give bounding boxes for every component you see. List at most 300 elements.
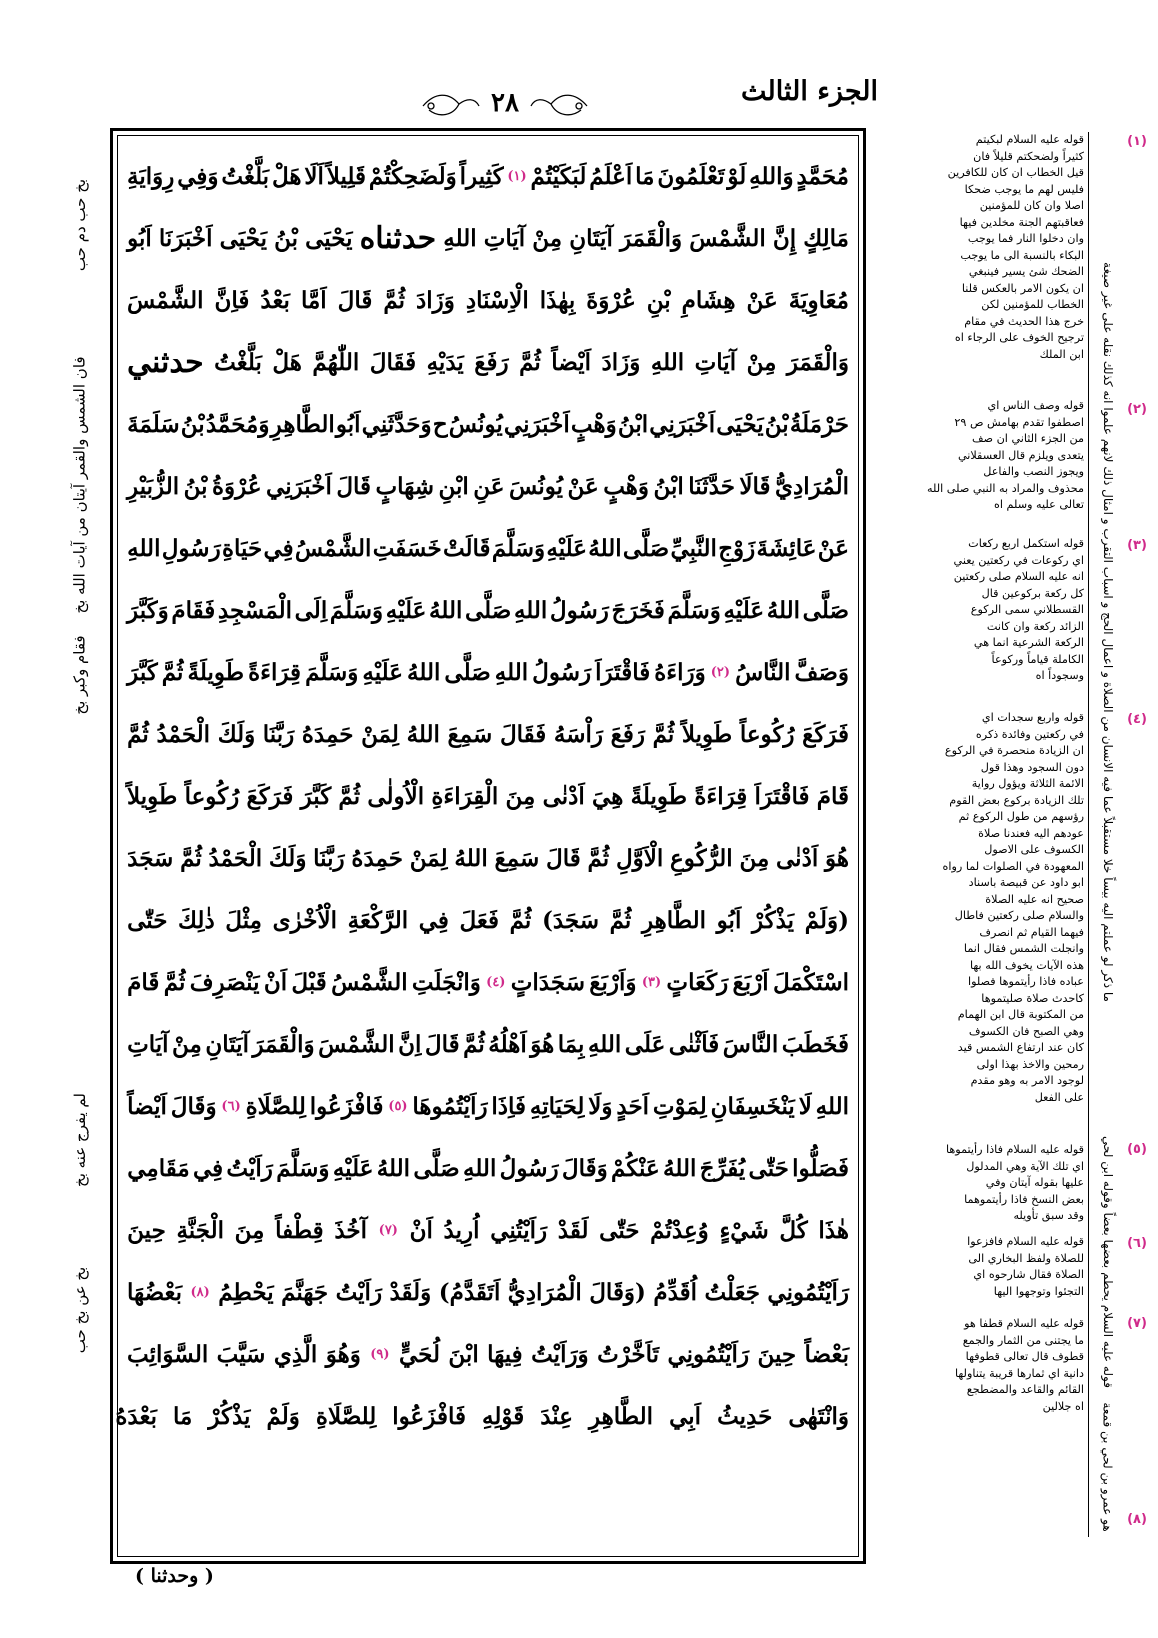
text-line (127, 331, 849, 393)
hadith-heading-word: حدثناه (359, 220, 437, 256)
note-line: وقد سبق تأويله (1013, 1209, 1084, 1222)
word: فَصَلُّوا (792, 1154, 849, 1182)
word: سَلَمَةَ (127, 410, 180, 438)
word: عَائِشَةَ (756, 534, 817, 562)
page-number: ٢٨ (491, 88, 519, 118)
word: وَمُحَمَّدُ (205, 410, 270, 438)
word: رَبَّنَا (313, 844, 345, 872)
word: عَلَيْهِ (362, 658, 404, 686)
word: وَرَاءَهُ (654, 658, 706, 686)
text-line (127, 641, 849, 703)
note-line: فعاقبتهم الجنة مخلدين فيها (959, 215, 1084, 229)
note-line: المعهودة في الصلوات لما رواه (942, 859, 1084, 873)
word: ثُمَّ (463, 1030, 485, 1058)
word: آخُذَ (334, 1216, 367, 1244)
word: إِنَّ (772, 224, 797, 252)
word: اَعْلَمُ (589, 162, 633, 190)
word: فَقَالَ (369, 348, 417, 376)
note-line: قوله وصف الناس اي (987, 399, 1084, 412)
note-reference: (٧) (378, 1222, 398, 1238)
word: قَوْلِهِ (481, 1402, 525, 1430)
note-1 (876, 132, 1084, 363)
word: قَالَ (546, 844, 581, 872)
word: قَامَ (127, 968, 160, 996)
note-line: قوله واربع سجدات اي (981, 711, 1084, 724)
word: اللهِ (650, 348, 685, 376)
note-line: ما يجتنى من الثمار والجمع (962, 1333, 1084, 1347)
word: الشَّمْسَ (689, 224, 766, 252)
word: اَخْبَرَنَا (158, 224, 213, 252)
word: السَّوَائِبَ (127, 1340, 209, 1368)
word: طَوِيلاً (681, 720, 733, 748)
word: اللهِ (127, 534, 161, 562)
word: بْنِ (646, 286, 671, 314)
word: وَسَلَّمَ (276, 1154, 330, 1182)
word: وَصَفَّ (794, 658, 849, 686)
word: هِشَامِ (681, 286, 736, 314)
word: جَهَنَّمَ (281, 1278, 329, 1306)
far-margin-gloss-2: قوله عليه السلام يحطم بعضها بعضاً وقوله ابن لحي (1101, 1136, 1116, 1388)
word: خَسَفَتِ (372, 534, 442, 562)
text-line (127, 579, 849, 641)
word: اَحَدٍ (616, 1092, 650, 1120)
word: مَالِكٍ (803, 224, 849, 252)
note-line: التجئوا وتوجهوا اليها (993, 1284, 1084, 1298)
word: الْمُرَادِيُّ (774, 472, 849, 500)
text-line (127, 889, 849, 951)
word: اَدْنٰى (542, 782, 585, 810)
word: بَلَّغْتُ (214, 348, 262, 376)
word: قِرَاءَةً (248, 658, 302, 686)
word: سَجَدَ) (541, 906, 600, 934)
word: مِنْ (746, 348, 777, 376)
word: اَنْ (409, 1216, 433, 1244)
word: لِمَوْتِ (652, 1092, 707, 1120)
note-line: قوله عليه السلام لبكيتم (975, 133, 1084, 146)
note-line: دون السجود وهذا قول (980, 760, 1084, 774)
text-line (127, 1075, 849, 1137)
word: فَعَلَ (459, 906, 499, 934)
word: ثُمَّ (180, 844, 202, 872)
word: قَلِيلاً (326, 162, 367, 190)
hadith-text (115, 145, 849, 1447)
word: فِي (192, 1154, 224, 1182)
word: حَمِدَهُ (301, 720, 354, 748)
word: ابْنَ (448, 1340, 479, 1368)
note-reference: (٩) (370, 1346, 390, 1362)
left-gloss-4: لم يفرج عنه بخ (71, 1093, 89, 1187)
word: بِهٰذَا (539, 286, 576, 314)
word: طَوِيلَةً (187, 658, 245, 686)
word: مِنَ (505, 782, 536, 810)
word: هَلْ (272, 348, 302, 376)
word: آيَاتِ (694, 348, 737, 376)
word: الْاُولٰى (367, 782, 425, 810)
word: ثُمَّ (127, 720, 149, 748)
word: ثُمَّ (652, 720, 675, 748)
word: اَلَا (304, 162, 324, 190)
word: عَلَى (624, 1030, 666, 1058)
note-line: اي ركوعات في ركعتين يعني (953, 553, 1084, 567)
word: اللّٰهُمَّ (312, 348, 360, 376)
note-line: محذوف والمراد به النبي صلى الله (927, 481, 1084, 495)
left-gloss-2: فان الشمس والقمر آيتان من آيات الله بخ (71, 356, 90, 614)
word: شَيْءٍ (719, 1216, 769, 1244)
word: طَوِيلَةً (630, 782, 688, 810)
word: حَيَاةِ (221, 534, 263, 562)
note-line: من المكتوبة قال ابن الهمام (957, 1008, 1084, 1021)
word: اَهْلُهُ (488, 1030, 527, 1058)
word: عُرْوَةَ (586, 286, 636, 314)
word: وَانْجَلَتِ (411, 968, 481, 996)
notes-separator (1088, 132, 1089, 1537)
word: الْمَسْجِدِ (217, 596, 293, 624)
word: اللهِ (443, 224, 477, 252)
word: صَلَّى (413, 1154, 460, 1182)
word: ثُمَّ (519, 348, 541, 376)
word: ثُمَّ (609, 906, 632, 934)
word: فَافْزَعُوا (309, 1092, 384, 1120)
word: قَبْلَ (291, 968, 327, 996)
word: وَاللهِ (749, 162, 794, 190)
note-line: فليس لهم ما يوجب ضحكا (964, 182, 1084, 196)
text-line (127, 1323, 849, 1385)
word: رَاَيْتُمُونِي (667, 1340, 750, 1368)
word: الْاِسْنَادِ (465, 286, 529, 314)
word: اللهِ (494, 658, 529, 686)
word: حَدِيثُ (717, 1402, 773, 1430)
note-line: هذه الآيات يخوف الله بها (969, 958, 1084, 972)
note-number-1: (١) (1127, 134, 1147, 149)
word: آيَتَانِ (205, 1030, 249, 1058)
note-line: رؤسهم من طول الركوع ثم (958, 810, 1084, 823)
word: عَلَيْهِ (723, 596, 765, 624)
text-line (127, 517, 849, 579)
word: وَسَلَّمَ (329, 596, 384, 624)
note-line: اصطفوا تقدم بهامش ص ٢٩ (954, 415, 1084, 429)
word: وَهْبٍ (603, 472, 650, 500)
word: يَدَيْهِ (426, 348, 464, 376)
note-reference: (٤) (486, 974, 506, 990)
word: رَاْسَهُ (553, 720, 604, 748)
word: بَعْضُهَا (127, 1278, 183, 1306)
word: رُكُوعاً (739, 720, 795, 748)
word: مِنْ (532, 224, 563, 252)
word: حِينَ (757, 1340, 797, 1368)
note-line: كان عند ارتفاع الشمس قيد (957, 1041, 1084, 1054)
word: الطَّاهِرِ (588, 1402, 654, 1430)
word: صَلَّى (622, 534, 670, 562)
word: رَفَعَ (474, 348, 509, 376)
note-line: تلك الزيادة بركوع بعض القوم (949, 793, 1084, 807)
word: الْقِرَاءَةِ (431, 782, 499, 810)
word: وَالْقَمَرَ (619, 224, 683, 252)
word: جَعَلْتُ (704, 1278, 760, 1306)
word: اَبِي (669, 1402, 702, 1430)
note-line: ابو داود عن قبيصة باسناد (968, 876, 1084, 889)
word: اللهُ (407, 658, 441, 686)
note-line: عباده فاذا رأيتموها فصلوا (967, 975, 1084, 988)
word: اَخْبَرَنِي (266, 472, 332, 500)
note-line: عليها بقوله آيتان وفي (985, 1176, 1084, 1189)
note-line: كل ركعة بركوعين قال (981, 586, 1084, 600)
word: فَخَطَبَ (781, 1030, 849, 1058)
word: سَجَدَ (127, 844, 174, 872)
word: قِرَاءَةً (694, 782, 748, 810)
note-line: قوله عليه السلام قطفا هو (964, 1317, 1084, 1330)
word: مَا (635, 162, 655, 190)
word: لَبَكَيْتُمْ (530, 162, 587, 190)
far-margin-gloss-3: هو عمرو بن لحي بن قمعة (1101, 1402, 1115, 1532)
note-number-7: (٧) (1127, 1316, 1147, 1331)
note-line: الكسوف على الاصول (984, 843, 1084, 856)
word: هُوَ (530, 1030, 555, 1058)
note-line: اي تلك الآية وهي المدلول (966, 1159, 1084, 1173)
word: بَلَّغْتُ (221, 162, 270, 190)
word: الزُّبَيْرِ (127, 472, 180, 500)
text-line (127, 1261, 849, 1323)
note-line: ان الزيادة منحصرة في الركوع (944, 744, 1084, 757)
word: فَرَكَعَ (802, 720, 849, 748)
note-6 (876, 1234, 1084, 1300)
word: عَنِ (473, 472, 505, 500)
word: مُحَمَّدٍ (796, 162, 849, 190)
word: اللهُ (663, 1154, 697, 1182)
word: رَسُولُ (549, 596, 609, 624)
word: ابْنُ (617, 410, 649, 438)
word: سَمِعَ (494, 844, 540, 872)
word: مِثْلَ (225, 906, 262, 934)
note-number-6: (٦) (1127, 1236, 1147, 1251)
word: وَسَلَّمَ (305, 658, 359, 686)
note-reference: (٥) (388, 1098, 408, 1114)
word: عَلَيْهِ (546, 534, 587, 562)
word: لِلصَّلَاةِ (315, 1402, 377, 1430)
word: اَبُو (335, 410, 361, 438)
word: وَالْقَمَرَ (252, 1030, 315, 1058)
text-line (115, 1385, 849, 1447)
word: يَنْصَرِفَ (189, 968, 260, 996)
word: يَحْطِمُ (218, 1278, 274, 1306)
word: يُونُسُ (448, 410, 503, 438)
far-margin-gloss-1: ما ذكر لو عملتم اليه بيساً خلا مستقبلاً عما فيه الانسان من الصلاة و اعمال الحج و اسباب التقرب و امثال ذلك لانهم علموا انه كذلك نقله على غير صيغة (1101, 262, 1116, 1002)
word: بْنُ (183, 472, 208, 500)
word: مَا (173, 1402, 193, 1430)
note-number-5: (٥) (1127, 1142, 1147, 1157)
word: حِينَ (127, 1216, 166, 1244)
word: اللهُ (766, 596, 801, 624)
left-gloss-1: بخ حب دم حب (71, 178, 90, 272)
note-number-4: (٤) (1127, 712, 1147, 727)
text-line (127, 455, 849, 517)
note-reference: (٢) (710, 664, 731, 680)
word: اَيْضاً (551, 348, 592, 376)
note-line: القائم والقاعد والمضطجع (966, 1383, 1084, 1396)
note-line: الزائد ركعة وان كانت (986, 619, 1084, 633)
word: الْجَنَّةِ (176, 1216, 224, 1244)
word: قَالَ (424, 1030, 460, 1058)
word: يَذْكُرْ (208, 1402, 251, 1430)
word: يَحْيَى (305, 224, 353, 252)
word: وَانْتَهٰى (788, 1402, 849, 1430)
word: فَاِنَّ (214, 286, 250, 314)
word: وَسَلَّمَ (491, 534, 546, 562)
word: آيَتَانِ (569, 224, 613, 252)
word: مِنْ (172, 1030, 202, 1058)
note-number-2: (٢) (1127, 402, 1147, 417)
word: صَلَّى (802, 596, 849, 624)
note-line: قطوف قال تعالى قطوفها (965, 1350, 1084, 1363)
word: فَاقْتَرَاَ (754, 782, 810, 810)
note-line: وهي الصبح فان الكسوف (968, 1024, 1084, 1038)
word: اِنَّ (398, 1030, 422, 1058)
word: كَبَّرَ (300, 782, 332, 810)
word: مُعَاوِيَةَ (788, 286, 849, 314)
text-line (127, 1137, 849, 1199)
word: قَالَ (336, 472, 372, 500)
word: فَاَثْنٰى (668, 1030, 720, 1058)
word: وُعِدْتُمْ (650, 1216, 709, 1244)
word: فَقَالَ (499, 720, 547, 748)
word: بْنُ (274, 224, 299, 252)
word: فِيهَا (487, 1340, 523, 1368)
text-line (127, 703, 849, 765)
left-gloss-5: بخ عن بخ حب (71, 1266, 90, 1354)
word: فَافْزَعُوا (392, 1402, 466, 1430)
note-line: الخطاب للمؤمنين لكن (981, 298, 1084, 311)
word: كَبَّرَ (127, 658, 158, 686)
word: يُونُسَ (509, 472, 564, 500)
word: فَرَكَعَ (246, 782, 294, 810)
note-line: قوله عليه السلام فاذا رأيتموها (945, 1143, 1084, 1156)
word: آيَاتِ (127, 1030, 169, 1058)
word: وَالْقَمَرَ (786, 348, 849, 376)
word: عَلَيْهِ (385, 596, 427, 624)
word: عُرْوَةُ (211, 472, 262, 500)
word: عِنْدَ (540, 1402, 573, 1430)
text-line (127, 269, 849, 331)
note-line: قوله عليه السلام فافزعوا (967, 1235, 1084, 1248)
word: ابْنِ (438, 472, 469, 500)
word: اسْتَكْمَلَ (772, 968, 849, 996)
note-line: القسطلاني سمى الركوع (970, 603, 1084, 616)
word: كَثِيراً (459, 162, 504, 190)
text-line (127, 765, 849, 827)
word: عَنْ (567, 472, 599, 500)
word: حَتّٰى (599, 1216, 640, 1244)
left-gloss-3: فقام وكبر بخ (71, 635, 90, 715)
note-line: اصلا وان كان للمؤمنين (979, 199, 1084, 212)
word: طَوِيلاً (127, 782, 178, 810)
note-line: وسجوداً اه (1035, 669, 1084, 682)
note-line: وان دخلوا النار فما يوجب (967, 232, 1084, 245)
word: رَسُولُ (499, 1154, 559, 1182)
word: اَمَّا (300, 286, 327, 314)
note-line: الضحك شئ يسير فينبغي (968, 265, 1084, 278)
word: اللهِ (587, 1030, 622, 1058)
word: اُقَدِّمُ (653, 1278, 698, 1306)
word: اَبُو (716, 906, 742, 934)
word: يُفَرِّجَ (699, 1154, 746, 1182)
word: وَلَمْ (266, 1402, 300, 1430)
word: الطَّاهِرِ (270, 410, 335, 438)
word: اللهُ (406, 720, 440, 748)
word: قَالَ (337, 286, 373, 314)
word: الشَّمْسُ (294, 534, 372, 562)
word: صَلَّى (464, 596, 512, 624)
word: لَقَدْ (557, 1216, 589, 1244)
word: سَيَّبَ (216, 1340, 266, 1368)
note-line: ان يكون الامر بالعكس قلنا (961, 281, 1084, 295)
note-line: كاحدث صلاة صليتموها (981, 991, 1084, 1005)
word: لُحَيٍّ (398, 1340, 440, 1368)
word: رِوَايَةِ (127, 162, 175, 190)
word: رَسُولُ (532, 658, 592, 686)
word: وَرَاَيْتُ (531, 1340, 589, 1368)
word: تَاَخَّرْتُ (597, 1340, 660, 1368)
word: ابْنُ (653, 472, 684, 500)
word: وَلَا (588, 1092, 613, 1120)
word: وَزَادَ (601, 348, 641, 376)
word: رَاَيْتُمُوهَا (412, 1092, 488, 1120)
word: لِحَيَاتِهِ (529, 1092, 585, 1120)
word: وَحَدَّثَنِي (361, 410, 432, 438)
word: تَعْلَمُونَ (657, 162, 725, 190)
word: مِنَ (234, 1216, 265, 1244)
note-number-3: (٣) (1127, 538, 1147, 553)
word: ثُمَّ (383, 286, 406, 314)
word: لَا (798, 1092, 812, 1120)
word: يَنْخَسِفَانِ (710, 1092, 795, 1120)
word: الْحَمْدُ (208, 844, 263, 872)
catchword: ( وحدثنا ) (135, 1565, 214, 1587)
word: قِطْفاً (275, 1216, 324, 1244)
word: ثُمَّ (338, 782, 361, 810)
word: وَفِي (177, 162, 219, 190)
word: اَيْضاً (127, 1092, 167, 1120)
word: اِلَى (294, 596, 328, 624)
word: اُرِيدُ (443, 1216, 480, 1244)
word: اللهُ (429, 596, 463, 624)
word: عَنْ (746, 286, 778, 314)
word: بَعْضاً (804, 1340, 849, 1368)
word: حَدَّثَنَا (688, 472, 735, 500)
word: عَنْ (817, 534, 849, 562)
word: اَدْنٰى (776, 844, 819, 872)
note-line: البكاء بالنسبة الى ما يوجب (960, 248, 1084, 262)
text-line (127, 951, 849, 1013)
note-line: ابن الملك (1039, 347, 1084, 361)
word: اَبُو (127, 224, 152, 252)
word: لِمَنْ (409, 844, 448, 872)
note-line: كثيراً ولضحكتم قليلاً فان (973, 149, 1084, 163)
word: النَّاسُ (735, 658, 791, 686)
word: هِيَ (592, 782, 624, 810)
note-line: على الفعل (1034, 1090, 1084, 1104)
word: رَكَعَاتٍ (666, 968, 729, 996)
word: بَعْدَهُ (115, 1402, 157, 1430)
word: عَنْكُمْ (611, 1154, 660, 1182)
note-line: انه عليه السلام صلى ركعتين (953, 570, 1084, 583)
word: بِمَا (557, 1030, 585, 1058)
note-line: قوله استكمل اربع ركعات (968, 537, 1084, 550)
hadith-heading-word: حدثني (127, 344, 204, 380)
word: يَذْكُرْ (751, 906, 795, 934)
note-line: صحيح انه عليه الصلاة (985, 892, 1084, 906)
word: رَفَعَ (610, 720, 645, 748)
word: وَسَلَّمَ (667, 596, 721, 624)
word: اَخْبَرَنِي (503, 410, 570, 438)
